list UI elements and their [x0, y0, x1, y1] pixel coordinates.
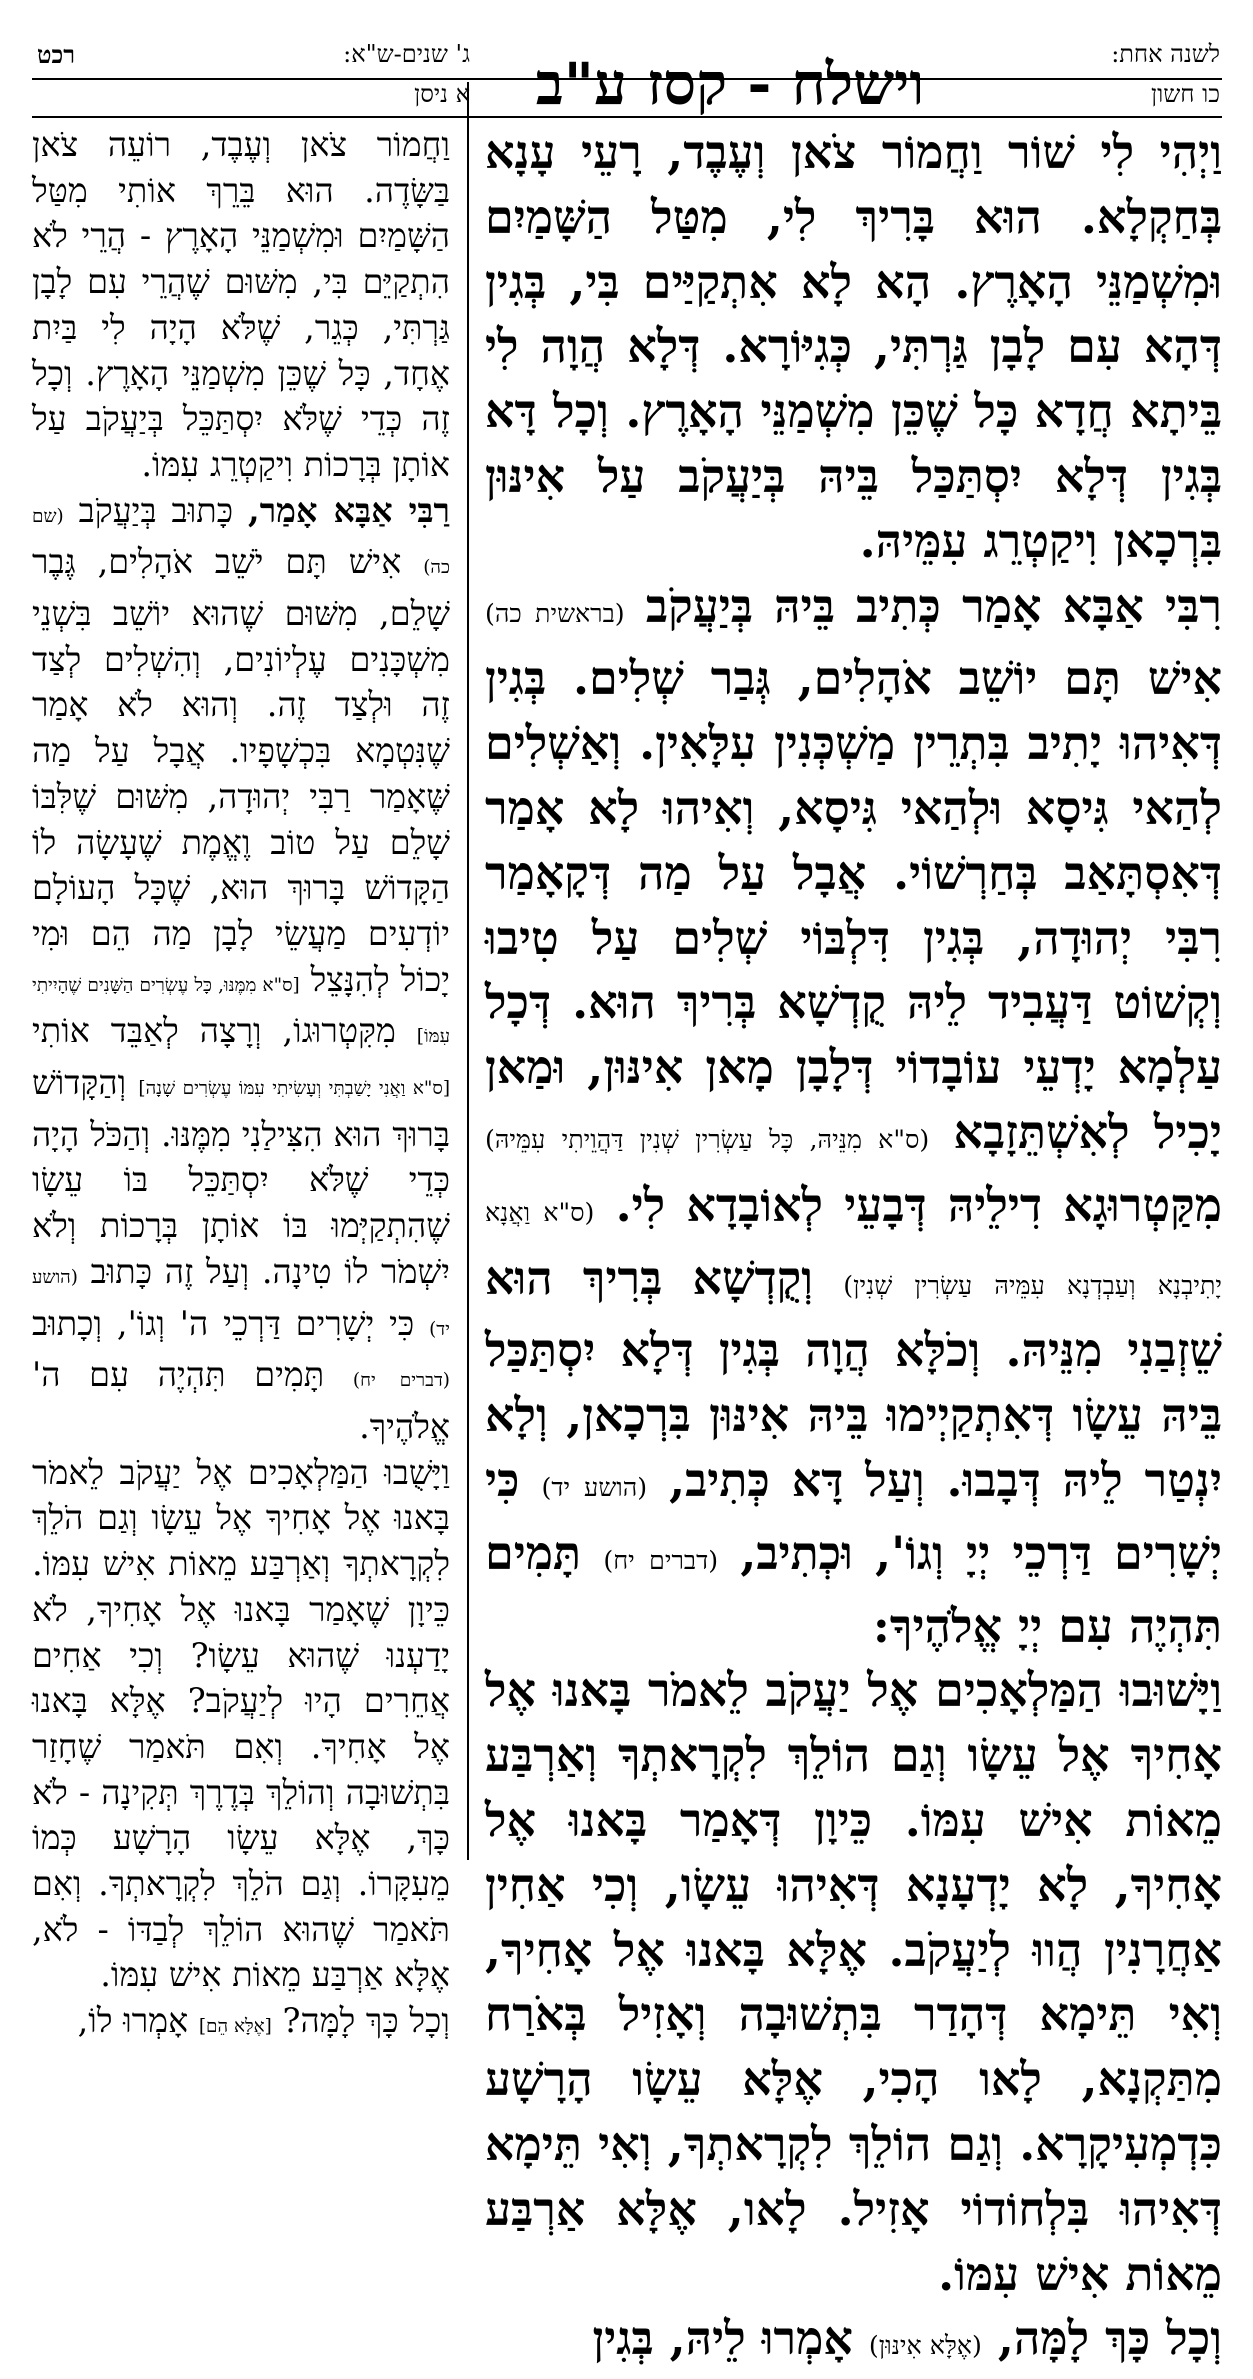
- aramaic-lead: רִבִּי אַבָּא אָמַר: [962, 578, 1223, 633]
- hebrew-text: תָּמִים תִּהְיֶה עִם ה' אֱלֹהֶיךָ.: [32, 1355, 450, 1446]
- page-title: וישלח - קסז ע"ב: [535, 50, 925, 118]
- hebrew-paragraph: [32, 488, 450, 1450]
- aramaic-text: אִישׁ תָּם יוֹשֵׁב אֹהָלִים, גְּבַר שְׁלִים. בְּגִין דְּאִיהוּ יָתִיב בִּתְרֵין מַשְׁכְּנִין עִלָּאִין. וְאַשְׁלִים לְהַאי גִּיסָא וּלְהַאי גִּיסָא, וְאִיהוּ לָא אָמַר דְּאִסְתָּאַב בְּחַרְשׁוֹי. אֲבָל עַל מַה דְּקָאָמַר רִבִּי יְהוּדָה, בְּגִין דִּלְבּוֹי שְׁלִים עַל טִיבוּ וְקְשׁוֹט דַּעֲבִיד לֵיהּ קֻדְשָׁא בְּרִיךְ הוּא. דְּכָל עַלְמָא יָדְעֵי עוֹבָדוֹי דְּלָבָן מָאן אִינּוּן, וּמַאן יָכִיל לְאִשְׁתֵּזָבָא: [485, 651, 1222, 1159]
- aramaic-text: אָמְרוּ לֵיהּ, בְּגִין: [592, 2311, 853, 2366]
- hebrew-paragraph: [32, 1450, 450, 1998]
- page-number: רכט: [36, 40, 75, 69]
- variant-reading: [ס"א מִמֶּנּוּ, כָּל עֶשְׂרִים הַשָּׁנִים שֶׁהָיִיתִי עִמּוֹ]: [32, 974, 450, 1048]
- one-year-schedule-label: לשנה אחת:: [1111, 40, 1220, 68]
- aramaic-paragraph: [485, 120, 1222, 574]
- three-year-schedule-label: ג' שנים-ש"א:: [343, 40, 470, 68]
- one-year-schedule-date: כו חשון: [1151, 80, 1220, 108]
- aramaic-text: כִּי יְשָׁרִים דַּרְכֵי יְיָ וְגוֹ', וּכְתִיב,: [485, 1452, 1223, 1580]
- hebrew-text: אִישׁ תָּם יֹשֵׁב אֹהָלִים, גֶּבֶר שָׁלֵם, מִשּׁוּם שֶׁהוּא יוֹשֵׁב בִּשְׁנֵי מִשְׁכָּנִים עֶלְיוֹנִים, וְהִשְׁלִים לְצַד זֶה וּלְצַד זֶה. וְהוּא לֹא אָמַר שֶׁנִּטְמָא בִּכְשָׁפָיו. אֲבָל עַל מַה שֶּׁאָמַר רַבִּי יְהוּדָה, מִשּׁוּם שֶׁלִּבּוֹ שָׁלֵם עַל טוֹב וֶאֱמֶת שֶׁעָשָׂה לוֹ הַקָּדוֹשׁ בָּרוּךְ הוּא, שֶׁכָּל הָעוֹלָם יוֹדְעִים מַעֲשֵׂי לָבָן מַה הֵם וּמִי יָכוֹל לְהִנָּצֵל: [32, 542, 450, 999]
- variant-reading: (אֶלָּא אִינּוּן): [868, 2331, 982, 2361]
- aramaic-paragraph: [485, 574, 1222, 1659]
- aramaic-text: וְקֻדְשָׁא בְּרִיךְ הוּא שֵׁזְבַנִי מִנֵּיהּ. וְכֹלָּא הֲוָה בְּגִין דְּלָא יִסְתַּכַּל בֵּיהּ עֵשָׂו דְּאִתְקַיְימוּ בֵּיהּ אִינּוּן בִּרְכָאן, וְלָא יִנְטַר לֵיהּ דְּבָבוּ. וְעַל דָּא כְּתִיב,: [485, 1250, 1223, 1507]
- hebrew-text: כָּתוּב בְּיַעֲקֹב: [78, 490, 234, 530]
- hebrew-text: וַחֲמוֹר צֹאן וְעֶבֶד, רוֹעֵה צֹאן בַּשָּׂדֶה. הוּא בֵּרֵךְ אוֹתִי מִטַּל הַשָּׁמַיִם וּמִשְׁמַנֵּי הָאָרֶץ - הֲרֵי לֹא הִתְקַיֵּם בִּי, מִשּׁוּם שֶׁהֲרֵי עִם לָבָן גַּרְתִּי, כְּגֵר, שֶׁלֹּא הָיָה לִי בַּיִת אֶחָד, כָּל שֶׁכֵּן מִשְׁמַנֵּי הָאָרֶץ. וְכָל זֶה כְּדֵי שֶׁלֹּא יִסְתַּכֵּל בְּיַעֲקֹב עַל אוֹתָן בְּרָכוֹת וִיקַטְרֵג עִמּוֹ.: [32, 125, 450, 484]
- source-reference: (דברים יח): [352, 1370, 450, 1392]
- aramaic-text: מִקַּטְרוּגָא דִילֵיהּ דְּבָעֵי לְאוֹבָדָא לִי.: [615, 1177, 1222, 1232]
- aramaic-paragraph: [485, 1658, 1222, 2306]
- three-year-schedule-date: א ניסן: [414, 80, 470, 108]
- variant-reading: [אֶלָּא הֵם]: [198, 2016, 272, 2038]
- source-reference: (שם כה): [32, 505, 450, 579]
- hebrew-text: כִּי יְשָׁרִים דַּרְכֵי ה' וְגוֹ', וְכָתוּב: [32, 1303, 415, 1343]
- source-reference: (הושע יד): [32, 1266, 450, 1340]
- hebrew-text: וְהַקָּדוֹשׁ בָּרוּךְ הוּא הִצִּילַנִי מִמֶּנּוּ. וְהַכֹּל הָיָה כְּדֵי שֶׁלֹּא יִסְתַּכֵּל בּוֹ עֵשָׂו שֶׁהִתְקַיְּמוּ בּוֹ אוֹתָן בְּרָכוֹת וְלֹא יִשְׁמֹר לוֹ טִינָה. וְעַל זֶה כָּתוּב: [32, 1063, 450, 1291]
- header-divider-bottom: [32, 116, 1222, 118]
- aramaic-text: תָּמִים תִּהְיֶה עִם יְיָ אֱלֹהֶיךָ:: [485, 1525, 1222, 1653]
- hebrew-paragraph: [32, 122, 450, 488]
- hebrew-paragraph: [32, 1998, 450, 2050]
- page-header: [0, 0, 1253, 118]
- aramaic-text: כְּתִיב בֵּיהּ בְּיַעֲקֹב: [645, 578, 941, 633]
- variant-reading: [ס"א וַאֲנִי יָשַׁבְתִּי וְעָשִׂיתִי עִמּוֹ עֶשְׂרִים שָׁנָה]: [138, 1078, 450, 1100]
- variant-reading: (ס"א וַאֲנָא יָתִיבְנָא וְעַבְדְנָא עִמֵּיהּ עַשְׂרִין שְׁנִין): [485, 1197, 1223, 1300]
- column-divider: [467, 82, 469, 1860]
- source-reference: (דברים יח): [603, 1545, 719, 1575]
- aramaic-text: וַיְהִי לִי שׁוֹר וַחֲמוֹר צֹאן וְעֶבֶד, רָעֵי עָנָא בְּחַקְלָא. הוּא בָּרִיךְ לִי, מִטַּל הַשָּׁמַיִם וּמִשְׁמַנֵּי הָאָרֶץ. הָא לָא אִתְקַיַּים בִּי, בְּגִין דְּהָא עִם לָבָן גַּרְתִּי, כְּגִיּוֹרָא. דְּלָא הֲוָה לִי בֵּיתָא חֲדָא כָּל שֶׁכֵּן מִשְׁמַנֵּי הָאָרֶץ. וְכָל דָּא בְּגִין דְּלָא יִסְתַּכַּל בֵּיהּ בְּיַעֲקֹב עַל אִינּוּן בִּרְכָאן וִיקַטְרֵג עִמֵּיהּ.: [485, 125, 1222, 568]
- aramaic-text: וְכָל כָּךְ לָמָּה,: [997, 2311, 1222, 2366]
- hebrew-text: מִקִּטְרוּגוֹ, וְרָצָה לְאַבֵּד אוֹתִי: [32, 1011, 396, 1051]
- header-divider-top: [32, 78, 1222, 80]
- hebrew-lead: רַבִּי אַבָּא אָמַר,: [248, 490, 450, 530]
- aramaic-paragraph: [485, 2306, 1222, 2379]
- aramaic-column: [485, 120, 1223, 2366]
- source-reference: (הושע יד): [541, 1472, 648, 1502]
- hebrew-translation-column: [32, 122, 450, 2041]
- variant-reading: (ס"א מִנֵּיהּ, כָּל עַשְׂרִין שְׁנִין דַּהֲוֵיתִי עִמֵּיהּ): [485, 1124, 930, 1154]
- aramaic-text: וַיָּשׁוּבוּ הַמַּלְאָכִים אֶל יַעֲקֹב לֵאמֹר בָּאנוּ אֶל אָחִיךָ אֶל עֵשָׂו וְגַם הוֹלֵךְ לִקְרָאתְךָ וְאַרְבַּע מֵאוֹת אִישׁ עִמּוֹ. כֵּיוָן דְּאָמַר בָּאנוּ אֶל אָחִיךָ, לָא יָדְעָנָא דְּאִיהוּ עֵשָׂו, וְכִי אַחִין אַחֲרָנִין הֲווּ לְיַעֲקֹב. אֶלָּא בָּאנוּ אֶל אָחִיךָ, וְאִי תֵּימָא דְּהָדַר בִּתְשׁוּבָה וְאָזִיל בְּאֹרַח מִתַּקְנָא, לָאו הָכִי, אֶלָּא עֵשָׂו הָרָשָׁע כִּדְמְעִיקָרָא. וְגַם הוֹלֵךְ לִקְרָאתְךָ, וְאִי תֵּימָא דְּאִיהוּ בִּלְחוֹדוֹי אָזִיל. לָאו, אֶלָּא אַרְבַּע מֵאוֹת אִישׁ עִמּוֹ.: [485, 1663, 1222, 2301]
- hebrew-text: וְכָל כָּךְ לָמָּה?: [282, 2001, 450, 2041]
- hebrew-text: וַיָּשֻׁבוּ הַמַּלְאָכִים אֶל יַעֲקֹב לֵאמֹר בָּאנוּ אֶל אָחִיךָ אֶל עֵשָׂו וְגַם הֹלֵךְ לִקְרָאתְךָ וְאַרְבַּע מֵאוֹת אִישׁ עִמּוֹ. כֵּיוָן שֶׁאָמַר בָּאנוּ אֶל אָחִיךָ, לֹא יָדַעְנוּ שֶׁהוּא עֵשָׂו? וְכִי אַחִים אֲחֵרִים הָיוּ לְיַעֲקֹב? אֶלָּא בָּאנוּ אֶל אָחִיךָ. וְאִם תֹּאמַר שֶׁחָזַר בִּתְשׁוּבָה וְהוֹלֵךְ בְּדֶרֶךְ תְּקִינָה - לֹא כָּךְ, אֶלָּא עֵשָׂו הָרָשָׁע כְּמוֹ מֵעִקָּרוֹ. וְגַם הֹלֵךְ לִקְרָאתְךָ. וְאִם תֹּאמַר שֶׁהוּא הוֹלֵךְ לְבַדּוֹ - לֹא, אֶלָּא אַרְבַּע מֵאוֹת אִישׁ עִמּוֹ.: [32, 1452, 450, 1995]
- hebrew-text: אָמְרוּ לוֹ,: [77, 2001, 189, 2041]
- source-reference: (בראשית כה): [485, 598, 625, 628]
